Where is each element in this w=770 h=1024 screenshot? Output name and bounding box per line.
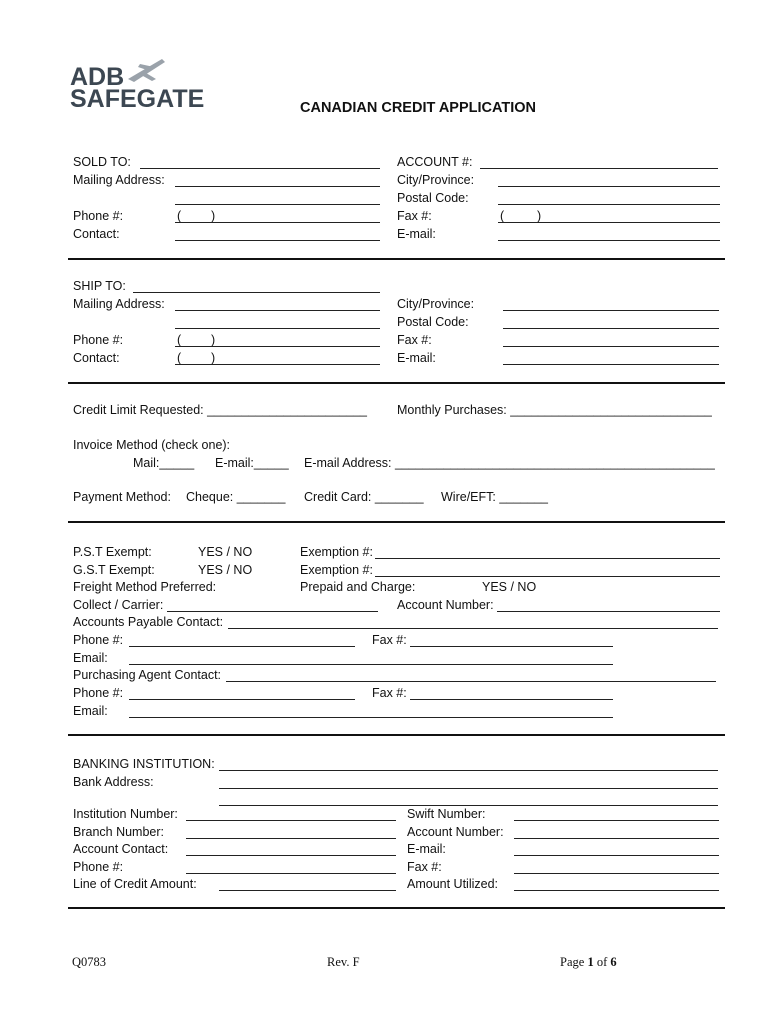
email-address-field[interactable]: E-mail Address: ______________________________________________ xyxy=(304,456,715,470)
pst-yes-no[interactable]: YES / NO xyxy=(198,545,253,559)
bank-phone-label: Phone #: xyxy=(73,860,124,874)
bank-fax-label: Fax #: xyxy=(407,860,442,874)
line-of-credit-label: Line of Credit Amount: xyxy=(73,877,197,891)
ship-contact-label: Contact: xyxy=(73,351,120,365)
gst-exemption-label: Exemption #: xyxy=(300,563,373,577)
bank-account-number-label: Account Number: xyxy=(407,825,504,839)
form-title: CANADIAN CREDIT APPLICATION xyxy=(300,100,537,116)
amount-utilized-label: Amount Utilized: xyxy=(407,877,499,891)
banking-institution-label: BANKING INSTITUTION: xyxy=(73,757,215,771)
credit-limit-field[interactable]: Credit Limit Requested: _______________________ xyxy=(73,403,367,417)
invoice-email-option[interactable]: E-mail:_____ xyxy=(215,456,289,470)
swift-number-field[interactable] xyxy=(514,820,719,821)
account-number-field[interactable] xyxy=(497,611,720,612)
pa-phone-label: Phone #: xyxy=(73,686,124,700)
bank-address-label: Bank Address: xyxy=(73,775,154,789)
account-contact-label: Account Contact: xyxy=(73,842,169,856)
account-label: ACCOUNT #: xyxy=(397,155,473,169)
pa-fax-label: Fax #: xyxy=(372,686,407,700)
page-number: 1 xyxy=(587,955,594,969)
fax-field[interactable] xyxy=(498,222,720,223)
postal-code-field[interactable] xyxy=(498,204,720,205)
pa-fax-field[interactable] xyxy=(410,699,613,700)
phone-field[interactable] xyxy=(175,222,380,223)
bank-account-number-field[interactable] xyxy=(514,838,719,839)
bank-phone-field[interactable] xyxy=(186,873,396,874)
svg-text:SAFEGATE: SAFEGATE xyxy=(70,85,205,111)
swift-number-label: Swift Number: xyxy=(407,807,486,821)
ship-phone-label: Phone #: xyxy=(73,333,124,347)
ship-mailing-address-label: Mailing Address: xyxy=(73,297,165,311)
bank-email-field[interactable] xyxy=(514,855,719,856)
line-of-credit-field[interactable] xyxy=(219,890,396,891)
prepaid-charge-label: Prepaid and Charge: xyxy=(300,580,416,594)
section-divider xyxy=(68,258,725,260)
bank-address-field-2[interactable] xyxy=(219,805,718,806)
ship-email-field[interactable] xyxy=(503,364,719,365)
phone-paren-open: ( xyxy=(177,209,182,223)
bank-email-label: E-mail: xyxy=(407,842,446,856)
city-province-label: City/Province: xyxy=(397,173,475,187)
section-divider xyxy=(68,907,725,909)
pst-exempt-label: P.S.T Exempt: xyxy=(73,545,152,559)
invoice-mail-option[interactable]: Mail:_____ xyxy=(133,456,195,470)
mailing-address-label: Mailing Address: xyxy=(73,173,165,187)
ship-mailing-address-field-2[interactable] xyxy=(175,328,380,329)
collect-carrier-field[interactable] xyxy=(167,611,378,612)
revision: Rev. F xyxy=(327,955,360,969)
ap-email-field[interactable] xyxy=(129,664,613,665)
payment-credit-card-option[interactable]: Credit Card: _______ xyxy=(304,490,424,504)
ship-contact-paren-close: ) xyxy=(211,351,216,365)
ap-email-label: Email: xyxy=(73,651,108,665)
branch-number-field[interactable] xyxy=(186,838,396,839)
gst-yes-no[interactable]: YES / NO xyxy=(198,563,253,577)
phone-paren-close: ) xyxy=(211,209,216,223)
ship-phone-paren-close: ) xyxy=(211,333,216,347)
pst-exemption-label: Exemption #: xyxy=(300,545,373,559)
of-word: of xyxy=(596,955,608,969)
page-indicator xyxy=(560,955,617,970)
mailing-address-field-1[interactable] xyxy=(175,186,380,187)
freight-method-label: Freight Method Preferred: xyxy=(73,580,217,594)
pst-exemption-field[interactable] xyxy=(375,558,720,559)
mailing-address-field-2[interactable] xyxy=(175,204,380,205)
monthly-purchases-field[interactable]: Monthly Purchases: _____________________________ xyxy=(397,403,712,417)
ship-city-province-label: City/Province: xyxy=(397,297,475,311)
section-divider xyxy=(68,734,725,736)
branch-number-label: Branch Number: xyxy=(73,825,165,839)
ap-fax-field[interactable] xyxy=(410,646,613,647)
form-code: Q0783 xyxy=(72,955,107,969)
payment-wire-option[interactable]: Wire/EFT: _______ xyxy=(441,490,548,504)
page-word: Page xyxy=(560,955,585,969)
ship-to-field[interactable] xyxy=(133,292,380,293)
gst-exempt-label: G.S.T Exempt: xyxy=(73,563,155,577)
postal-code-label: Postal Code: xyxy=(397,191,469,205)
adb-safegate-logo xyxy=(70,55,230,111)
svg-text:ADB: ADB xyxy=(70,63,125,91)
ship-phone-paren-open: ( xyxy=(177,333,182,347)
fax-paren-open: ( xyxy=(500,209,505,223)
account-number-label: Account Number: xyxy=(397,598,494,612)
pa-email-field[interactable] xyxy=(129,717,613,718)
ship-phone-field[interactable] xyxy=(175,346,380,347)
airplane-mark-icon xyxy=(128,59,165,82)
phone-label: Phone #: xyxy=(73,209,124,223)
sold-to-field[interactable] xyxy=(140,168,380,169)
banking-institution-field[interactable] xyxy=(219,770,718,771)
gst-exemption-field[interactable] xyxy=(375,576,720,577)
ap-contact-label: Accounts Payable Contact: xyxy=(73,615,224,629)
page-total: 6 xyxy=(610,955,617,969)
ship-fax-field[interactable] xyxy=(503,346,719,347)
ship-fax-label: Fax #: xyxy=(397,333,432,347)
section-divider xyxy=(68,382,725,384)
bank-fax-field[interactable] xyxy=(514,873,719,874)
ap-fax-label: Fax #: xyxy=(372,633,407,647)
city-province-field[interactable] xyxy=(498,186,720,187)
pa-phone-field[interactable] xyxy=(129,699,355,700)
pa-email-label: Email: xyxy=(73,704,108,718)
email-label: E-mail: xyxy=(397,227,436,241)
amount-utilized-field[interactable] xyxy=(514,890,719,891)
ship-contact-paren-open: ( xyxy=(177,351,182,365)
ap-phone-label: Phone #: xyxy=(73,633,124,647)
section-divider xyxy=(68,521,725,523)
institution-number-field[interactable] xyxy=(186,820,396,821)
ship-city-province-field[interactable] xyxy=(503,310,719,311)
pa-contact-label: Purchasing Agent Contact: xyxy=(73,668,222,682)
fax-label: Fax #: xyxy=(397,209,432,223)
ship-mailing-address-field-1[interactable] xyxy=(175,310,380,311)
ship-postal-code-field[interactable] xyxy=(503,328,719,329)
payment-method-label: Payment Method: xyxy=(73,490,171,504)
ship-to-label: SHIP TO: xyxy=(73,279,126,293)
fax-paren-close: ) xyxy=(537,209,542,223)
collect-carrier-label: Collect / Carrier: xyxy=(73,598,164,612)
pa-contact-field[interactable] xyxy=(226,681,716,682)
sold-to-label: SOLD TO: xyxy=(73,155,131,169)
invoice-method-label: Invoice Method (check one): xyxy=(73,438,231,452)
institution-number-label: Institution Number: xyxy=(73,807,178,821)
contact-field[interactable] xyxy=(175,240,380,241)
ap-contact-field[interactable] xyxy=(228,628,718,629)
ship-email-label: E-mail: xyxy=(397,351,436,365)
account-contact-field[interactable] xyxy=(186,855,396,856)
ship-postal-code-label: Postal Code: xyxy=(397,315,469,329)
contact-label: Contact: xyxy=(73,227,120,241)
ap-phone-field[interactable] xyxy=(129,646,355,647)
payment-cheque-option[interactable]: Cheque: _______ xyxy=(186,490,286,504)
ship-contact-field[interactable] xyxy=(175,364,380,365)
prepaid-yes-no[interactable]: YES / NO xyxy=(482,580,537,594)
bank-address-field-1[interactable] xyxy=(219,788,718,789)
email-field[interactable] xyxy=(498,240,720,241)
account-field[interactable] xyxy=(480,168,718,169)
